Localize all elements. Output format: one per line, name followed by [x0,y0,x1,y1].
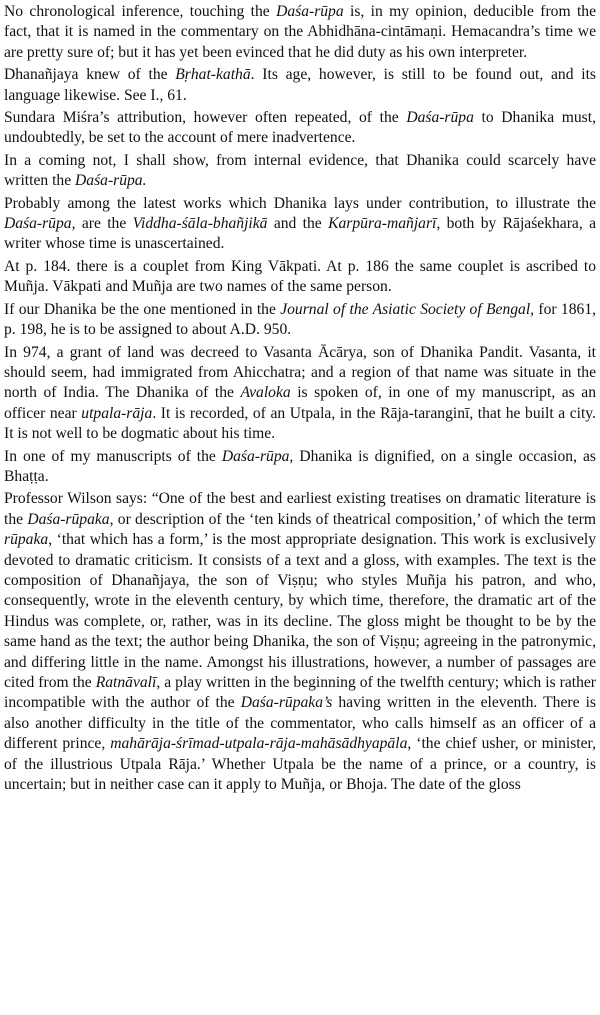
paragraph [4,2,596,63]
italic-run: Daśa-rūpaka [27,510,110,528]
italic-run: Journal of the Asiatic Society of Bengal, [280,300,535,318]
text-run: . It is recorded, of an Utpala, in the Rāja-taranginī, that he built a city. It is not well to be dogmatic about his time. [4,404,596,443]
text-run: , ‘the chief usher, or minister, of the illustrious Utpala Rāja.’ Whether Utpala be the name of a prince, or a country, is uncertain; but in neither case can it apply to Muñja, or Bhoja. The date of the gloss [4,735,596,794]
paragraph [4,257,596,298]
paragraph [4,343,596,445]
text-run: If our Dhanika be the one mentioned in the [4,300,281,318]
text-run: to Dhanika must, undoubtedly, be set to the account of mere inadvertence. [4,109,596,147]
text-run: Sundara Miśra’s attribution, however often repeated, of the [4,109,407,127]
paragraph [4,447,596,488]
text-run: Dhanañjaya knew of the [4,66,176,84]
text-run: Professor Wilson says: “One of the best and earliest existing treatises on dramatic literature is the [4,490,596,528]
text-run: In a coming not, I shall show, from internal evidence, that Dhanika could scarcely have written the [4,151,596,190]
text-run: Probably among the latest works which Dhanika lays under contribution, to illustrate the [4,194,596,212]
paragraph [4,300,596,341]
italic-run: Daśa-rūpa [276,3,344,20]
italic-run: Ratnāvalī [95,674,157,691]
italic-run: Viddha-śāla-bhañjikā [132,215,268,233]
italic-run: Daśa-rūpa [406,109,474,127]
text-run: for 1861, p. 198, he is to be assigned to about A.D. 950. [4,300,597,339]
text-run: , or description of the ‘ten kinds of theatrical composition,’ of which the term [109,510,596,528]
paragraph [4,108,596,149]
italic-run: utpala-rāja [81,404,153,422]
text-run: having written in the eleventh. There is also another difficulty in the title of the commentator, who calls himself as an officer of a different prince, [4,694,597,753]
italic-run: Daśa-rūpa, [4,215,76,233]
text-run: and the [267,215,329,233]
paragraph [4,489,596,795]
paragraph [4,65,596,106]
text-run: is, in my opinion, deducible from the fact, that it is named in the commentary on the Abhidhāna-cintāmaṇi. Hemacandra’s time we are pretty sure of; but it has yet been evinced that he did duty as his own interpreter. [4,3,596,61]
italic-run: Avaloka [240,384,291,402]
text-run: are the [75,215,133,233]
text-run: . Its age, however, is still to be found out, and its language likewise. See I., 61. [4,66,596,104]
italic-run: mahārāja-śrīmad-utpala-rāja-mahāsādhyapāla [110,735,408,753]
text-run: both by Rājaśekhara, a writer whose time is unascertained. [4,215,596,253]
paragraph [4,194,596,255]
italic-run: rūpaka [4,531,49,549]
italic-run: Daśa-rūpa. [75,172,147,190]
text-run: No chronological inference, touching the [4,3,277,20]
text-run: At p. 184. there is a couplet from King Vākpati. At p. 186 the same couplet is ascribed to Muñja. Vākpati and Muñja are two names of the same person. [4,257,596,296]
paragraph [4,151,596,192]
text-run: In one of my manuscripts of the [4,447,222,465]
italic-run: Karpūra-mañjarī, [328,215,441,233]
italic-run: Bṛhat-kathā [175,66,251,84]
italic-run: Daśa-rūpa, [221,447,294,465]
text-run: is spoken of, in one of my manuscript, as an officer near [4,384,596,422]
text-run: , a play written in the beginning of the twelfth century; which is rather incompatible with the author of the [4,674,596,712]
text-run: In 974, a grant of land was decreed to Vasanta Ācārya, son of Dhanika Pandit. Vasanta, it should seem, had immigrated from Ahicchatra; and a region of that name was situate in the north of India. The Dhanika of the [4,343,596,402]
text-run: Dhanika is dignified, on a single occasion, as Bhaṭṭa. [4,447,596,485]
text-run: , ‘that which has a form,’ is the most appropriate designation. This work is exclusively devoted to dramatic criticism. It consists of a text and a gloss, with examples. The text is the composition of Dhanañjaya, the son of Viṣṇu; who styles Muñja his patron, and who, consequently, wrote in the eleventh century, by which time, therefore, the dramatic art of the Hindus was complete, or, rather, was in its decline. The gloss might be thought to be by the same hand as the text; the author being Dhanika, the son of Viṣṇu; agreeing in the patronymic, and differing little in the name. Amongst his illustrations, however, a number of passages are cited from the [4,531,596,691]
italic-run: Daśa-rūpaka’s [240,694,333,712]
